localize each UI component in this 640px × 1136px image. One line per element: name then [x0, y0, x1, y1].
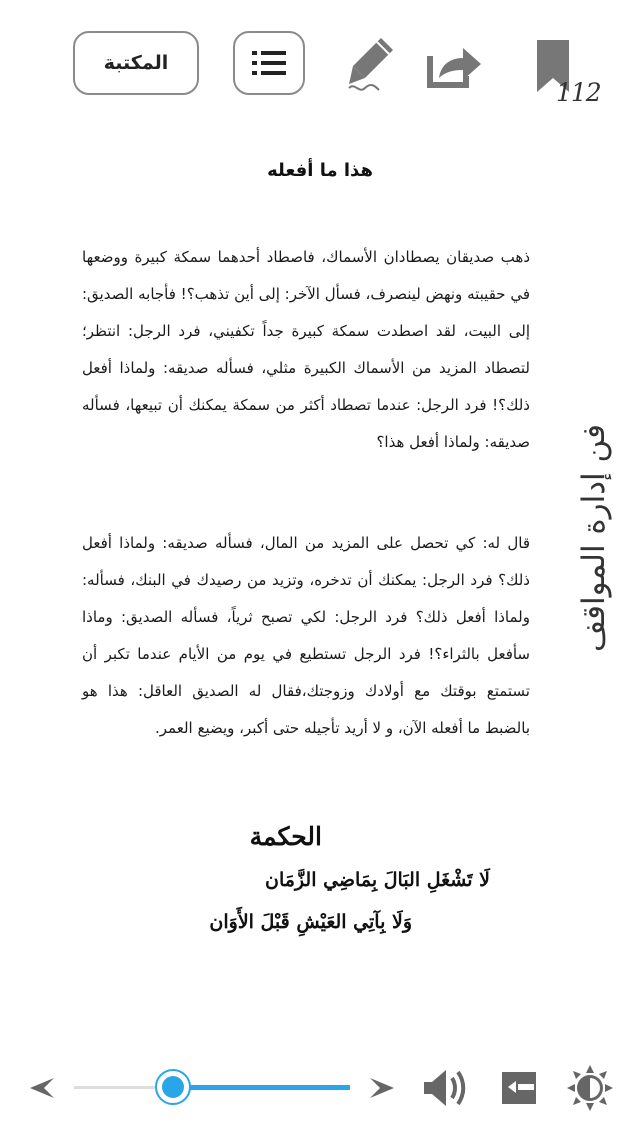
pencil-icon[interactable]	[345, 34, 401, 96]
book-title	[562, 408, 626, 668]
library-button[interactable]: المكتبة	[73, 31, 199, 95]
wisdom-heading: الحكمة	[249, 822, 322, 851]
table-of-contents-button[interactable]	[233, 31, 305, 95]
verse-line: لَا تَشْغَلِ البَالَ بِمَاضِي الزَّمَان	[265, 869, 490, 891]
book-title-text: فن إدارة المواقف	[576, 424, 613, 652]
share-icon[interactable]	[423, 42, 485, 92]
verse-line: وَلَا بِآتِي العَيْشِ قَبْلَ الأَوَان	[209, 911, 412, 933]
page-mode-icon[interactable]	[500, 1070, 538, 1106]
page-slider-thumb[interactable]	[155, 1069, 191, 1105]
chapter-title: هذا ما أفعله	[267, 160, 373, 181]
brightness-icon[interactable]	[566, 1064, 614, 1112]
page-number: 112	[556, 78, 601, 107]
list-icon	[251, 48, 287, 78]
audio-icon[interactable]	[420, 1064, 468, 1112]
previous-page-icon[interactable]	[28, 1076, 56, 1100]
story-paragraph: ذهب صديقان يصطادان الأسماك، فاصطاد أحدهما سمكة كبيرة ووضعها في حقيبته ونهض لينصرف، فسأل الآخر: إلى أين تذهب؟! فأجابه الصديق: إلى البيت، لقد اصطدت سمكة كبيرة جداً تكفيني، فرد الرجل: انتظر؛ لتصطاد المزيد من الأسماك الكبيرة مثلي، فسأله صديقه: ولماذا أفعل ذلك؟! فرد الرجل: عندما تصطاد أكثر من سمكة يمكنك أن تبيعها، فسأله صديقه: ولماذا أفعل هذا؟	[81, 248, 530, 452]
page-slider-fill	[173, 1085, 350, 1090]
story-paragraph: قال له: كي تحصل على المزيد من المال، فسأله صديقه: ولماذا أفعل ذلك؟ فرد الرجل: يمكنك أن تدخره، وتزيد من رصيدك في البنك، فسأله: ولماذا أفعل ذلك؟ فرد الرجل: لكي تصبح ثرياً، فسأله الصديق: وماذا سأفعل بالثراء؟! فرد الرجل تستطيع في يوم من الأيام عندما تكبر أن تستمتع بوقتك مع أولادك وزوجتك،فقال له الصديق العاقل: هذا هو بالضبط ما أفعله الآن، و لا أريد تأجيله حتى أكبر، ويضيع العمر.	[82, 534, 530, 738]
next-page-icon[interactable]	[368, 1076, 396, 1100]
